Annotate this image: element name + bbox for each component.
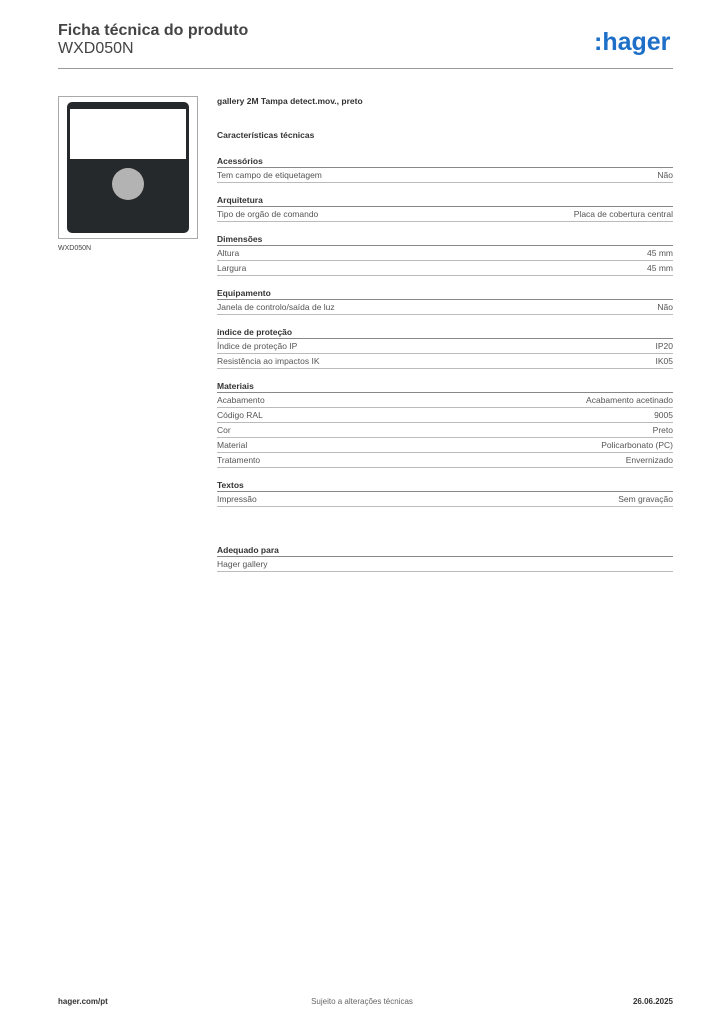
suitable-for-section: [217, 543, 673, 572]
spec-row: [217, 339, 673, 354]
spec-label: Índice de proteção IP: [217, 341, 298, 351]
spec-value: 45 mm: [647, 263, 673, 273]
spec-value: 9005: [654, 410, 673, 420]
section-title: Adequado para: [217, 543, 673, 557]
spec-value: Não: [657, 170, 673, 180]
spec-value: Envernizado: [625, 455, 673, 465]
spec-label: Largura: [217, 263, 247, 273]
sensor-lens: [112, 168, 144, 200]
spec-row: [217, 408, 673, 423]
spec-label: Código RAL: [217, 410, 263, 420]
footer-notice: Sujeito a alterações técnicas: [311, 997, 413, 1006]
spec-label: Tipo de orgão de comando: [217, 209, 319, 219]
spec-value: Acabamento acetinado: [586, 395, 673, 405]
spec-section: [217, 154, 673, 183]
product-name: gallery 2M Tampa detect.mov., preto: [217, 96, 363, 106]
spec-label: Acabamento: [217, 395, 265, 405]
spec-label: Resistência ao impactos IK: [217, 356, 320, 366]
spec-row: [217, 393, 673, 408]
spec-section: [217, 478, 673, 507]
spec-section: [217, 193, 673, 222]
footer-website: hager.com/pt: [58, 997, 108, 1006]
cover-plate-drawing: [59, 97, 197, 238]
tech-characteristics-title: Características técnicas: [217, 130, 315, 140]
product-image: [58, 96, 198, 239]
spec-content: [217, 94, 673, 572]
spec-section: [217, 232, 673, 276]
page-title: Ficha técnica do produto: [58, 22, 249, 39]
header-divider: [58, 68, 673, 69]
label-window: [70, 109, 186, 159]
spec-label: Tratamento: [217, 455, 261, 465]
spec-section: [217, 325, 673, 369]
spec-value: IP20: [655, 341, 673, 351]
spec-section: [217, 379, 673, 468]
section-title: índice de proteção: [217, 325, 673, 339]
logo-text: :hager: [594, 28, 671, 56]
spec-row: [217, 453, 673, 468]
spec-row: [217, 168, 673, 183]
spec-label: Impressão: [217, 494, 257, 504]
spec-label: Material: [217, 440, 248, 450]
section-gap: [217, 507, 673, 543]
hager-logo: [594, 27, 674, 57]
section-title: Dimensões: [217, 232, 673, 246]
spec-section: [217, 543, 673, 572]
image-caption: WXD050N: [58, 245, 92, 252]
footer-date: 26.06.2025: [632, 997, 673, 1006]
spec-value: Preto: [652, 425, 673, 435]
section-title: Arquitetura: [217, 193, 673, 207]
spec-label: Tem campo de etiquetagem: [217, 170, 322, 180]
spec-row: [217, 246, 673, 261]
spec-row: [217, 207, 673, 222]
spec-row: [217, 423, 673, 438]
spec-value: Não: [657, 302, 673, 312]
spec-label: Cor: [217, 425, 231, 435]
spec-row: [217, 261, 673, 276]
spec-label: Janela de controlo/saída de luz: [217, 302, 335, 312]
spec-value: IK05: [655, 356, 673, 366]
section-title: Acessórios: [217, 154, 673, 168]
spec-row: [217, 354, 673, 369]
section-title: Equipamento: [217, 286, 673, 300]
spec-row: [217, 438, 673, 453]
spec-label: Altura: [217, 248, 240, 258]
spec-row: [217, 557, 673, 572]
spec-value: 45 mm: [647, 248, 673, 258]
spec-section: [217, 286, 673, 315]
section-title: Materiais: [217, 379, 673, 393]
spec-label: Hager gallery: [217, 559, 268, 569]
spec-value: Policarbonato (PC): [601, 440, 673, 450]
spec-value: Placa de cobertura central: [573, 209, 673, 219]
spec-sections: [217, 154, 673, 507]
section-title: Textos: [217, 478, 673, 492]
spec-row: [217, 492, 673, 507]
spec-row: [217, 300, 673, 315]
spec-value: Sem gravação: [618, 494, 673, 504]
product-code: WXD050N: [58, 40, 134, 57]
